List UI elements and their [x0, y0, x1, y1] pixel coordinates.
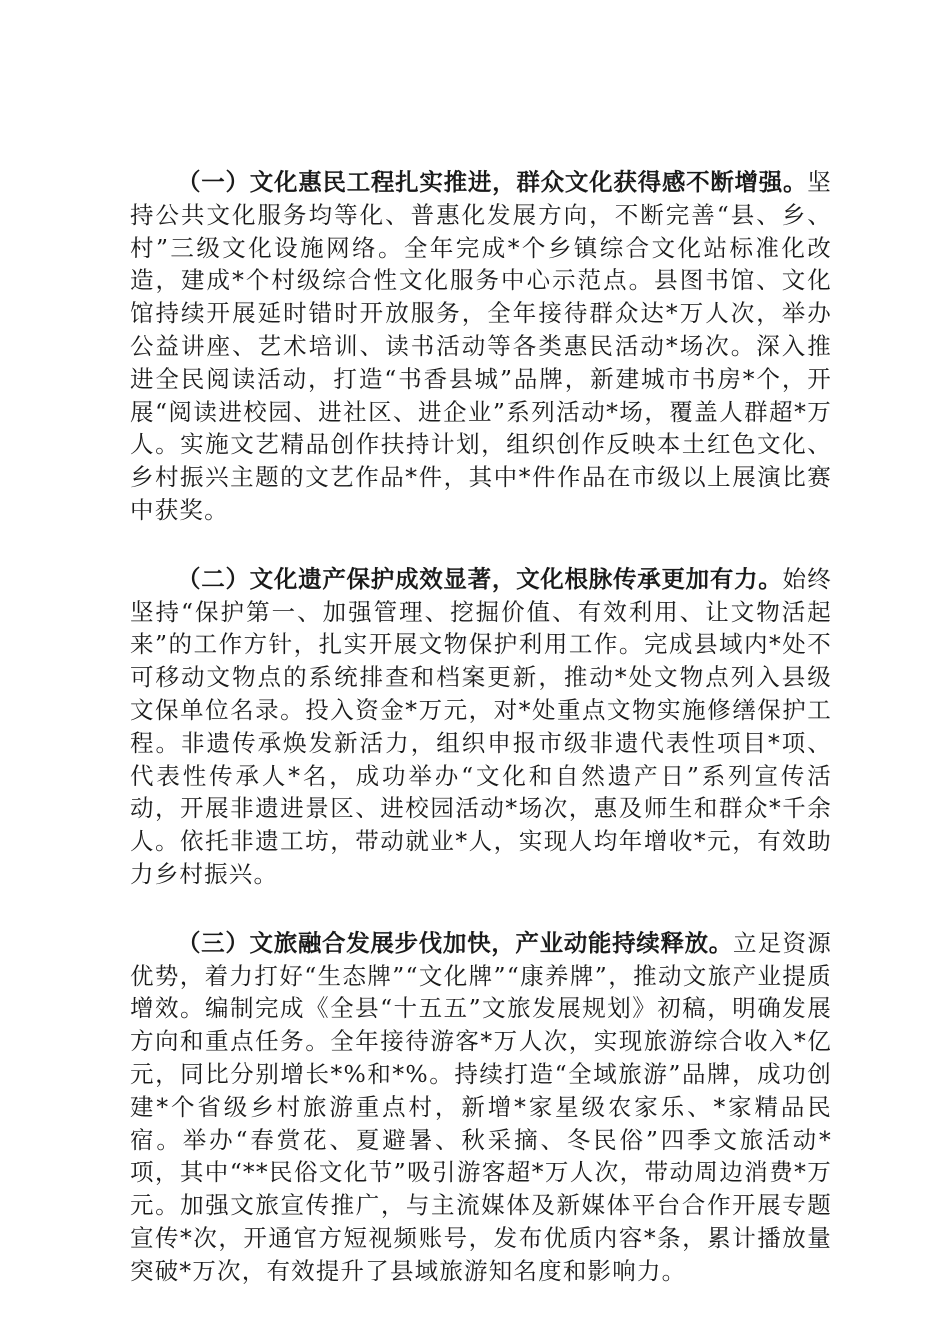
section-2 [130, 563, 832, 891]
section-3-body: 立足资源优势，着力打好“生态牌”“文化牌”“康养牌”，推动文旅产业提质增效。编制完成《全县“十五五”文旅发展规划》初稿，明确发展方向和重点任务。全年接待游客*万人次，实现旅游综合收入*亿元，同比分别增长*%和*%。持续打造“全域旅游”品牌，成功创建*个省级乡村旅游重点村，新增*家星级农家乐、*家精品民宿。举办“春赏花、夏避暑、秋采摘、冬民俗”四季文旅活动*项，其中“**民俗文化节”吸引游客超*万人次，带动周边消费*万元。加强文旅宣传推广，与主流媒体及新媒体平台合作开展专题宣传*次，开通官方短视频账号，发布优质内容*条，累计播放量突破*万次，有效提升了县域旅游知名度和影响力。 [130, 928, 832, 1285]
section-2-heading: （二）文化遗产保护成效显著，文化根脉传承更加有力。 [177, 564, 783, 593]
section-3 [130, 927, 832, 1288]
section-1-heading: （一）文化惠民工程扎实推进，群众文化获得感不断增强。 [177, 168, 808, 196]
section-1 [130, 166, 832, 527]
document-body [130, 166, 832, 1324]
section-3-heading: （三）文旅融合发展步伐加快，产业动能持续释放。 [177, 928, 733, 957]
section-1-body: 坚持公共文化服务均等化、普惠化发展方向，不断完善“县、乡、村”三级文化设施网络。全年完成*个乡镇综合文化站标准化改造，建成*个村级综合性文化服务中心示范点。县图书馆、文化馆持续开展延时错时开放服务，全年接待群众达*万人次，举办公益讲座、艺术培训、读书活动等各类惠民活动*场次。深入推进全民阅读活动，打造“书香县城”品牌，新建城市书房*个，开展“阅读进校园、进社区、进企业”系列活动*场，覆盖人群超*万人。实施文艺精品创作扶持计划，组织创作反映本土红色文化、乡村振兴主题的文艺作品*件，其中*件作品在市级以上展演比赛中获奖。 [130, 168, 832, 524]
section-2-body: 始终坚持“保护第一、加强管理、挖掘价值、有效利用、让文物活起来”的工作方针，扎实开展文物保护利用工作。完成县域内*处不可移动文物点的系统排查和档案更新，推动*处文物点列入县级文保单位名录。投入资金*万元，对*处重点文物实施修缮保护工程。非遗传承焕发新活力，组织申报市级非遗代表性项目*项、代表性传承人*名，成功举办“文化和自然遗产日”系列宣传活动，开展非遗进景区、进校园活动*场次，惠及师生和群众*千余人。依托非遗工坊，带动就业*人，实现人均年增收*元，有效助力乡村振兴。 [130, 564, 833, 888]
